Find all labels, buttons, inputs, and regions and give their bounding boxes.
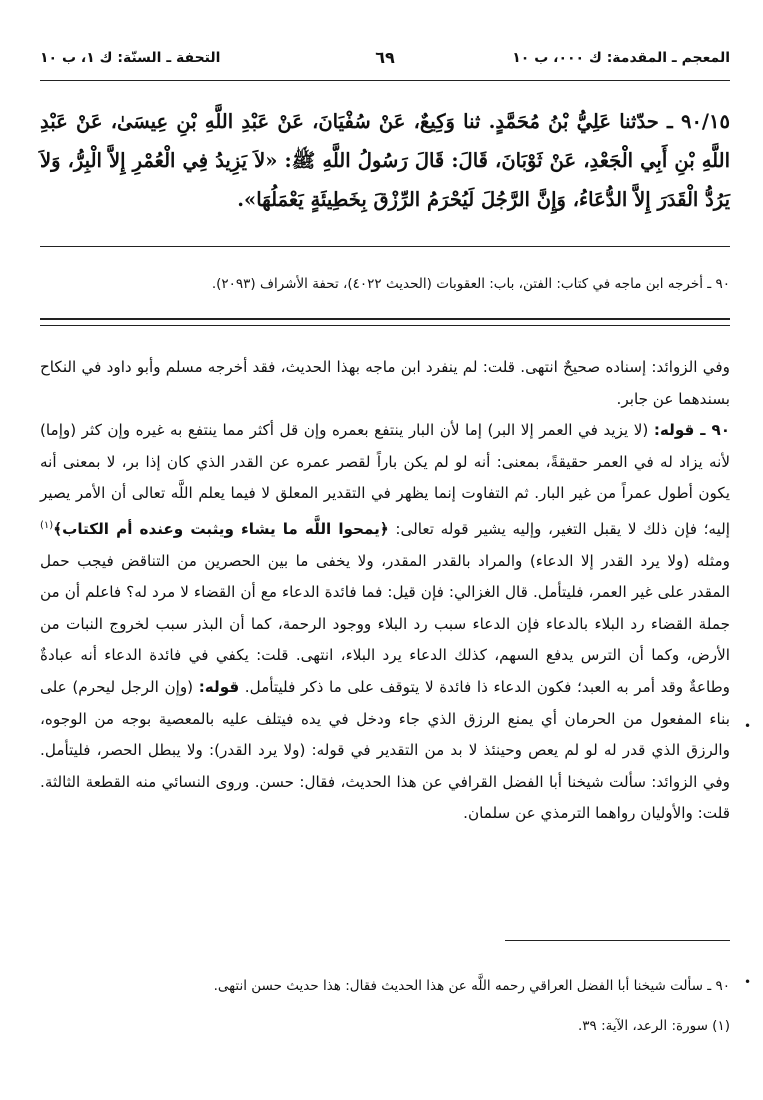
hadith-text-block <box>40 102 730 219</box>
hadith-number: ٩٠/١٥ ـ <box>667 110 730 133</box>
commentary-text-a: (لا يزيد في العمر إلا البر) إما لأن البار ينتفع بعمره وإن قل أكثر مما ينتفع به غيره وإن كثر (وإما) لأنه يزاد له في العمر حقيقةً، بمعنى: أنه لو لم يكن باراً لقصر عمره عن القدر الذي كان إذا بر، لا بمعنى أنه يكون أطول عمراً من غير البار. ثم التفاوت إنما يظهر في التقدير المعلق لا فيما يعلم اللَّه تعالى أن الأمر يصير إليه؛ فإن ذلك لا يقبل التغير، وإليه يشير قوله تعالى: <box>40 421 731 539</box>
footnote-marker: (١) <box>40 519 54 531</box>
commentary-text-b: ومثله (ولا يرد القدر إلا الدعاء) والمراد بالقدر المقدر، ولا يخفى ما بين الحصرين من التناقض فيجب حمل المقدر على غير العمر، فليتأمل. قال الغزالي: فإن قيل: فما فائدة الدعاء مع أن القضاء لا مرد له؟ فاعلم أن من جملة القضاء رد البلاء بالدعاء فإن الدعاء سبب رد البلاء ووجود الرحمة، كما أن البذر سبب لخروج النبات من الأرض، وكما أن الترس يدفع السهم، كذلك الدعاء يرد البلاء، انتهى. قلت: يكفي في فائدة الدعاء أنه عبادةٌ وطاعةٌ وقد أمر به العبد؛ فكون الدعاء ذا فائدة لا يتوقف على ما ذكر فليتأمل. <box>40 551 731 696</box>
section-rule-top <box>40 246 730 247</box>
quran-verse: ﴿يمحوا اللَّه ما يشاء ويثبت وعنده أم الكتاب﴾ <box>53 520 389 539</box>
commentary-label: ٩٠ ـ قوله: <box>653 421 730 440</box>
footnote-1: ٩٠ ـ سألت شيخنا أبا الفضل العراقي رحمه اللَّه عن هذا الحديث فقال: هذا حديث حسن انتهى. <box>213 978 730 994</box>
header-rule <box>40 80 730 81</box>
footnote-2: (١) سورة: الرعد، الآية: ٣٩. <box>577 1018 730 1034</box>
commentary-paragraph-1: وفي الزوائد: إسناده صحيحٌ انتهى. قلت: لم ينفرد ابن ماجه بهذا الحديث، فقد أخرجه مسلم وأبو داود في النكاح بسندهما عن جابر. <box>40 358 730 408</box>
section-rule-double-a <box>40 318 730 320</box>
running-header <box>40 44 730 74</box>
margin-dot-mark: • <box>744 719 752 733</box>
header-left-reference: التحفة ـ السنّة: ك ١، ب ١٠ <box>40 50 221 66</box>
commentary-text-c: (وإن الرجل ليحرم) على بناء المفعول من الحرمان أي يمنع الرزق الذي جاء ودخل في يده فيتلف عليه بالمعصية بوجه من الوجوه، والرزق الذي قدر له لو لم يعص وحينئذ لا بد من التقدير في قوله: (ولا يرد القدر): ولا يبطل الحصر، فليتأمل. وفي الزوائد: سألت شيخنا أبا الفضل القرافي عن هذا الحديث، فقال: حسن. وروى النسائي منه القطعة الثالثة. قلت: والأوليان رواهما الترمذي عن سلمان. <box>40 678 730 823</box>
hadith-reference-note: ٩٠ ـ أخرجه ابن ماجه في كتاب: الفتن، باب: العقوبات (الحديث ٤٠٢٢)، تحفة الأشراف (٢٠٩٣). <box>211 276 730 292</box>
hadith-body: حدّثنا عَلِيُّ بْنُ مُحَمَّدٍ. ثنا وَكِيعٌ، عَنْ سُفْيَانَ، عَنْ عَبْدِ اللَّهِ بْنِ عِيسَىٰ، عَنْ عَبْدِ اللَّهِ بْنِ أَبِي الْجَعْدِ، عَنْ ثَوْبَانَ، قَالَ: قَالَ رَسُولُ اللَّهِ ﷺ: «لاَ يَزِيدُ فِي الْعُمْرِ إِلاَّ الْبِرُّ، وَلاَ يَرُدُّ الْقَدَرَ إِلاَّ الدُّعَاءُ، وَإِنَّ الرَّجُلَ لَيُحْرَمُ الرِّزْقَ بِخَطِيئَةٍ يَعْمَلُهَا». <box>40 110 730 211</box>
commentary-paragraph-2 <box>40 415 730 830</box>
section-rule-double-b <box>40 325 730 326</box>
commentary-label-2: قوله: <box>198 678 240 696</box>
footnote-rule <box>505 940 730 941</box>
header-right-reference: المعجم ـ المقدمة: ك ٠٠٠، ب ١٠ <box>512 50 730 66</box>
margin-dot-mark-2: • <box>744 975 752 989</box>
page-number: ٦٩ <box>375 48 395 67</box>
commentary-block <box>40 352 730 830</box>
